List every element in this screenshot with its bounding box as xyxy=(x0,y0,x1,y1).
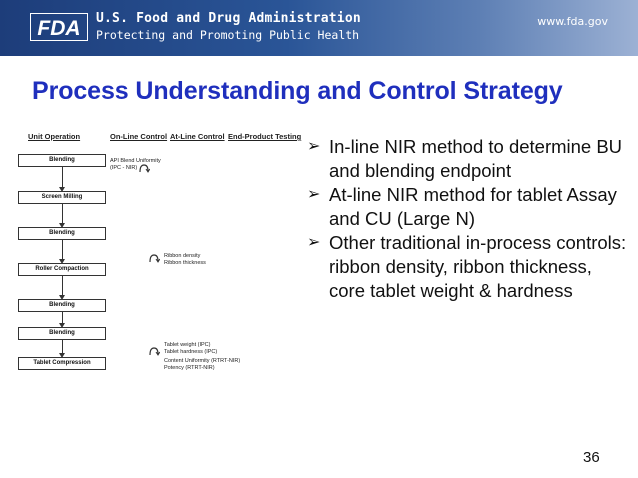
arrow-bullet-icon: ➢ xyxy=(307,186,321,203)
agency-tagline: Protecting and Promoting Public Health xyxy=(96,28,360,42)
bullet-text: In-line NIR method to determine BU and blending endpoint xyxy=(329,136,623,181)
flow-arrow xyxy=(62,312,63,324)
step-blending-2: Blending xyxy=(18,227,106,240)
note-api-blend-uniformity: API Blend Uniformity xyxy=(110,158,161,164)
agency-name: U.S. Food and Drug Administration xyxy=(96,11,361,26)
note-tablet-weight: Tablet weight (IPC) xyxy=(164,342,211,348)
bullet-text: At-line NIR method for tablet Assay and CU (Large N) xyxy=(329,184,617,229)
header-banner xyxy=(0,0,638,56)
note-potency: Potency (RTRT-NIR) xyxy=(164,365,215,371)
flow-arrow xyxy=(62,204,63,224)
bullet-item xyxy=(307,135,632,183)
website-link[interactable]: www.fda.gov xyxy=(537,15,608,28)
note-ribbon-thickness: Ribbon thickness xyxy=(164,260,206,266)
loop-arrow-icon xyxy=(138,164,150,173)
note-tablet-hardness: Tablet hardness (IPC) xyxy=(164,349,218,355)
fda-logo xyxy=(30,13,88,41)
arrow-bullet-icon: ➢ xyxy=(307,234,321,251)
loop-arrow-icon xyxy=(148,347,160,356)
note-content-uniformity: Content Uniformity (RTRT-NIR) xyxy=(164,358,241,364)
step-blending-4: Blending xyxy=(18,327,106,340)
fda-logo-text: FDA xyxy=(37,17,81,40)
column-header-unit-operation: Unit Operation xyxy=(28,132,81,141)
bullet-item xyxy=(307,231,632,303)
step-tablet-compression: Tablet Compression xyxy=(18,357,106,370)
bullet-text: Other traditional in-process controls: ribbon density, ribbon thickness, core tablet weight & hardness xyxy=(329,232,627,301)
step-screen-milling: Screen Milling xyxy=(18,191,106,204)
arrow-bullet-icon: ➢ xyxy=(307,138,321,155)
page-number: 36 xyxy=(583,449,600,466)
step-blending-3: Blending xyxy=(18,299,106,312)
column-header-end-product-testing: End-Product Testing xyxy=(228,132,302,141)
slide-title: Process Understanding and Control Strategy xyxy=(32,77,563,105)
step-roller-compaction: Roller Compaction xyxy=(18,263,106,276)
flow-arrow xyxy=(62,167,63,188)
loop-arrow-icon xyxy=(148,254,160,263)
note-ipc-nir: (IPC - NIR) xyxy=(110,165,138,171)
flow-arrow xyxy=(62,340,63,354)
step-blending-1: Blending xyxy=(18,154,106,167)
flow-arrow xyxy=(62,240,63,260)
column-header-online-control: On-Line Control xyxy=(110,132,168,141)
bullet-list xyxy=(307,135,632,303)
note-ribbon-density: Ribbon density xyxy=(164,253,201,259)
process-flowchart xyxy=(14,132,304,392)
bullet-item xyxy=(307,183,632,231)
column-header-atline-control: At-Line Control xyxy=(170,132,225,141)
flow-arrow xyxy=(62,276,63,296)
